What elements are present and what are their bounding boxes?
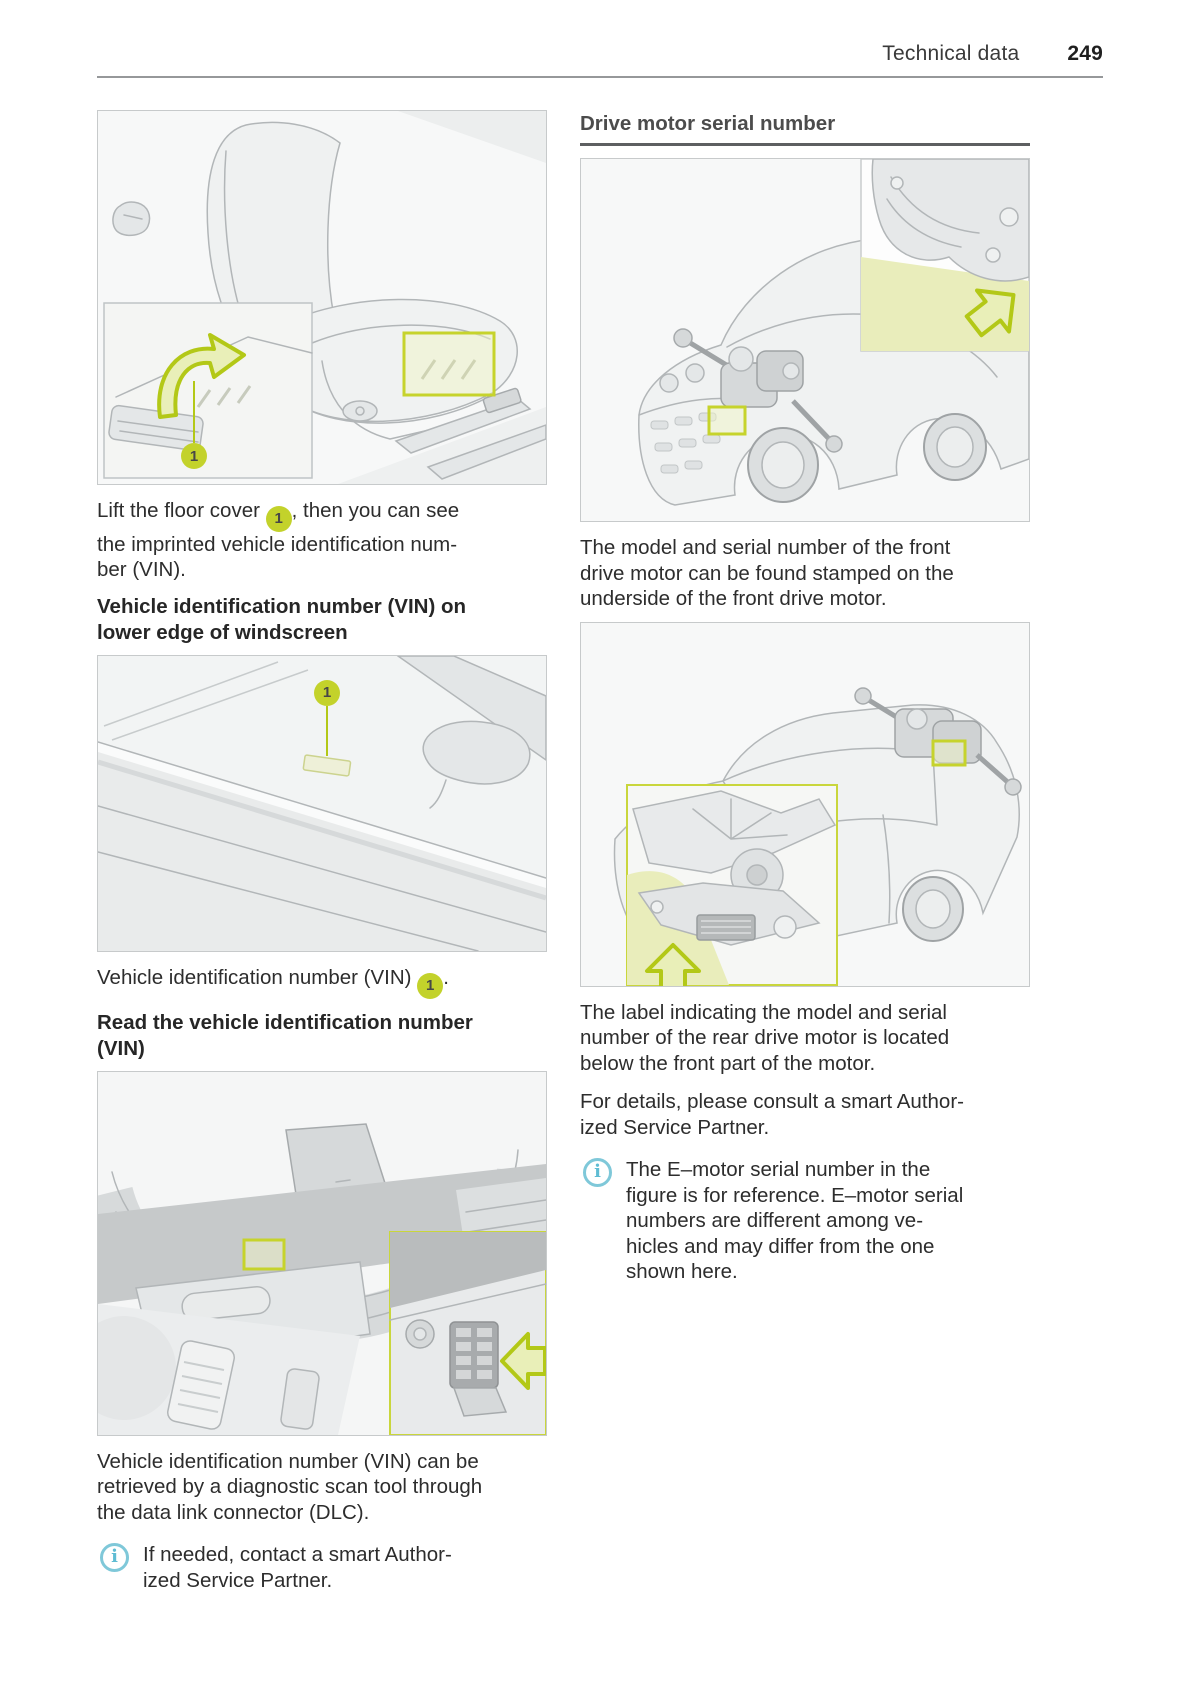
text-line: Read the vehicle identification number (97, 1010, 473, 1034)
info-icon: i (583, 1158, 612, 1187)
info-icon: i (100, 1543, 129, 1572)
dlc-inset (390, 1232, 546, 1435)
caption-vin-windscreen (97, 965, 547, 999)
text-line: figure is for reference. E–motor serial (626, 1183, 964, 1207)
header-rule (97, 76, 1103, 78)
callout-badge-1: 1 (417, 973, 443, 999)
text-line: Vehicle identification number (VIN) on (97, 594, 467, 618)
text-line: Vehicle identification number (VIN) can be (97, 1449, 479, 1473)
seat-floor-illustration (98, 111, 546, 484)
info-note-contact (97, 1542, 547, 1593)
text-line: . (443, 965, 449, 989)
note-text (143, 1542, 452, 1593)
rear-motor-inset (627, 785, 837, 986)
text-line: shown here. (626, 1260, 738, 1283)
text-line: The label indicating the model and serial (580, 1000, 947, 1024)
callout-badge-1: 1 (266, 506, 292, 532)
note-text (626, 1157, 963, 1285)
info-note-emotor (580, 1157, 1030, 1285)
text-line: below the front part of the motor. (580, 1051, 876, 1075)
running-header (97, 42, 1103, 66)
text-line: For details, please consult a smart Author- (580, 1090, 964, 1113)
text-line: Vehicle identification number (VIN) (97, 965, 418, 989)
text-line: ized Service Partner. (143, 1568, 333, 1592)
text-line: ber (VIN). (97, 558, 186, 582)
heading-drive-motor-serial: Drive motor serial number (580, 112, 1030, 146)
rear-motor-illustration (581, 623, 1029, 986)
paragraph-floor-cover (97, 498, 547, 583)
figure-windscreen-vin (97, 655, 547, 952)
section-title: Technical data (882, 42, 1020, 65)
text-line: the data link connector (DLC). (97, 1500, 370, 1524)
text-line: lower edge of windscreen (97, 620, 348, 644)
paragraph-rear-motor (580, 1000, 1030, 1077)
text-line: The model and serial number of the front (580, 536, 951, 559)
text-line: drive motor can be found stamped on the (580, 561, 954, 585)
text-line: If needed, contact a smart Author- (143, 1543, 452, 1566)
heading-read-vin (97, 1010, 547, 1062)
figure-rear-drive-motor (580, 622, 1030, 987)
text-line: The E–motor serial number in the (626, 1158, 931, 1181)
text-line: number of the rear drive motor is located (580, 1026, 950, 1049)
callout-badge-1: 1 (181, 443, 207, 469)
text-line: ized Service Partner. (580, 1115, 770, 1139)
callout-badge-1: 1 (314, 680, 340, 706)
figure-floor-cover-vin (97, 110, 547, 485)
front-motor-inset (861, 159, 1029, 351)
paragraph-front-motor (580, 535, 1030, 612)
right-column (580, 110, 1030, 1285)
figure-front-drive-motor (580, 158, 1030, 522)
figure-dlc-connector (97, 1071, 547, 1436)
paragraph-consult-partner (580, 1089, 1030, 1140)
paragraph-dlc (97, 1449, 547, 1526)
dashboard-illustration (98, 1072, 546, 1435)
text-line: Lift the floor cover (97, 499, 266, 522)
text-line: , then you can see (291, 499, 460, 522)
text-line: (VIN) (97, 1036, 145, 1060)
text-line: the imprinted vehicle identification num- (97, 532, 458, 556)
floor-cover-inset (104, 303, 312, 478)
front-motor-illustration (581, 159, 1029, 521)
text-line: numbers are different among ve- (626, 1209, 924, 1232)
page-number: 249 (1067, 42, 1103, 65)
text-line: hicles and may differ from the one (626, 1234, 935, 1258)
heading-vin-windscreen (97, 594, 547, 646)
text-line: retrieved by a diagnostic scan tool through (97, 1475, 483, 1498)
text-line: underside of the front drive motor. (580, 587, 887, 610)
left-column (97, 110, 547, 1593)
